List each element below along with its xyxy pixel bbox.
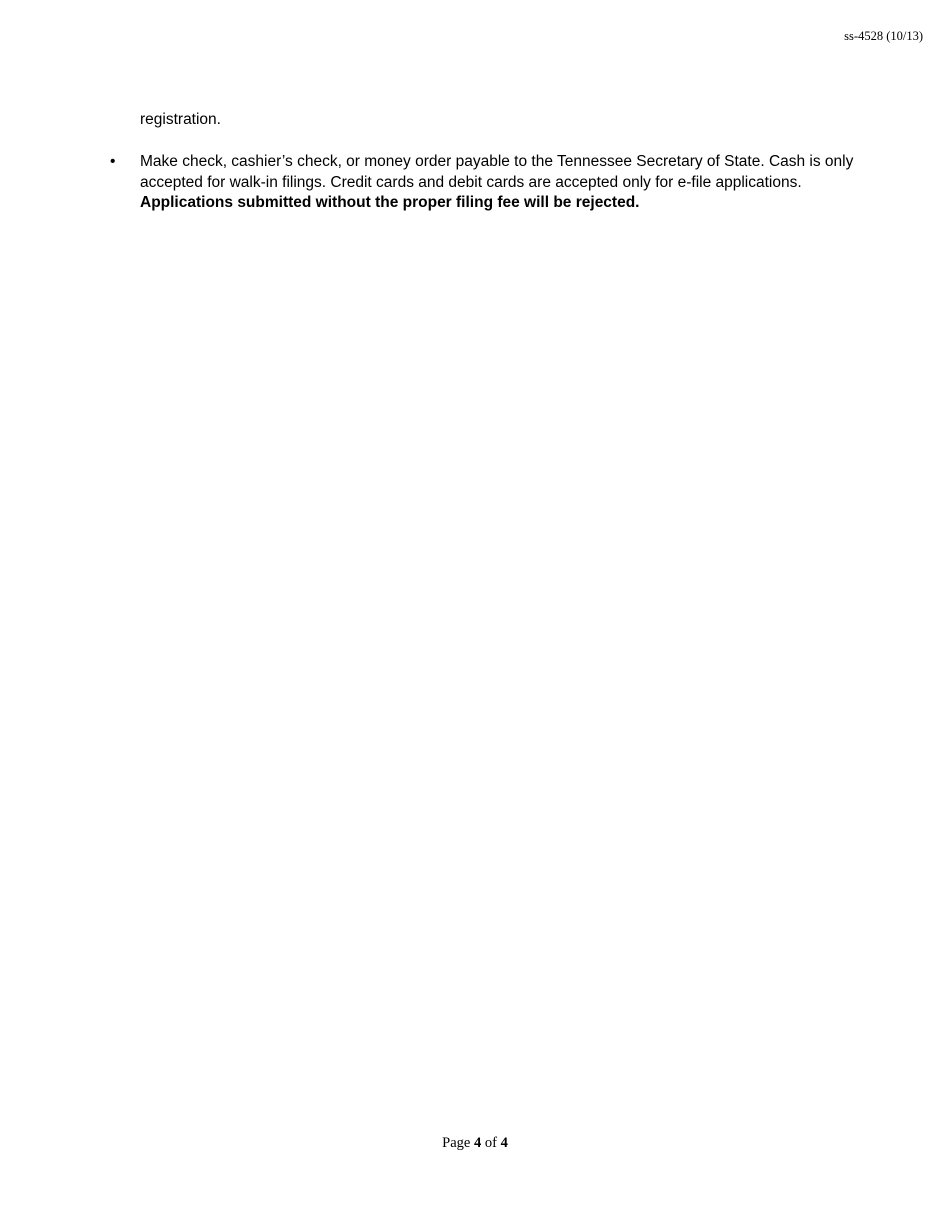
page-number <box>0 1135 950 1152</box>
total-pages-number: 4 <box>500 1135 508 1151</box>
current-page-number: 4 <box>473 1135 482 1151</box>
payment-instructions-line-2: accepted for walk-in filings. Credit cards and debit cards are accepted only for e-file applications. <box>140 173 802 191</box>
bullet-marker: • <box>110 153 116 170</box>
payment-instructions-line-1: Make check, cashier’s check, or money order payable to the Tennessee Secretary of State. Cash is only <box>140 153 854 170</box>
of-word: of <box>484 1135 497 1151</box>
rejection-warning: Applications submitted without the proper filing fee will be rejected. <box>140 194 640 211</box>
form-id: ss-4528 (10/13) <box>844 29 923 43</box>
bullet-text <box>140 152 870 214</box>
continuation-text: registration. <box>140 111 221 128</box>
page-word: Page <box>442 1135 471 1151</box>
